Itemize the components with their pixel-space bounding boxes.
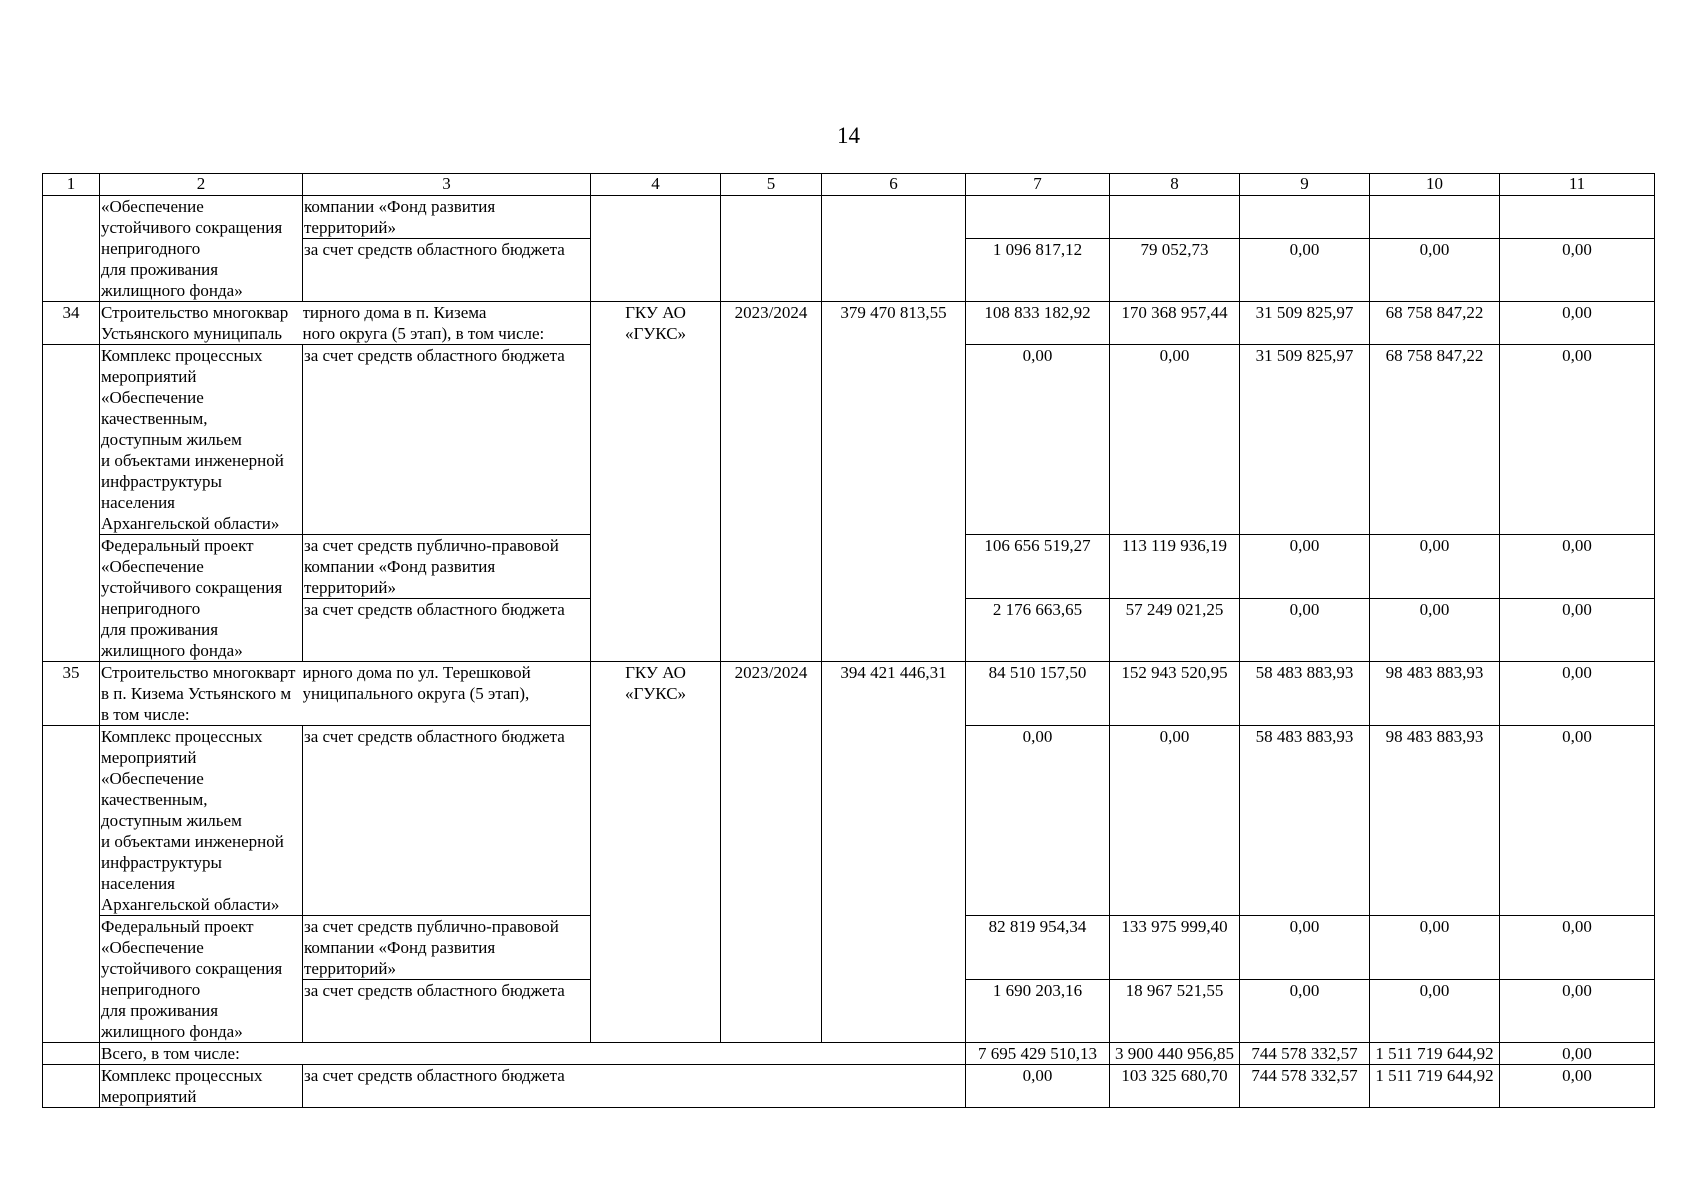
column-header-row <box>43 174 1655 196</box>
value-cell: 0,00 <box>966 1065 1110 1108</box>
value-cell: 98 483 883,93 <box>1370 726 1500 916</box>
funding-source-cell: за счет средств публично-правовой компании «Фонд развития территорий» <box>303 916 591 980</box>
value-cell: 58 483 883,93 <box>1240 726 1370 916</box>
value-cell: 0,00 <box>1240 535 1370 599</box>
item-number: 35 <box>43 662 100 726</box>
value-cell: 0,00 <box>966 345 1110 535</box>
table-row <box>43 1065 1655 1108</box>
cell-number <box>43 1065 100 1108</box>
column-header: 4 <box>591 174 721 196</box>
value-cell: 0,00 <box>1500 662 1655 726</box>
column-header: 10 <box>1370 174 1500 196</box>
value-cell: 31 509 825,97 <box>1240 345 1370 535</box>
column-header: 1 <box>43 174 100 196</box>
page-number: 14 <box>837 123 860 148</box>
column-header: 11 <box>1500 174 1655 196</box>
value-cell: 0,00 <box>1500 980 1655 1043</box>
value-cell: 0,00 <box>1240 980 1370 1043</box>
cost-cell: 379 470 813,55 <box>822 302 966 662</box>
value-cell: 98 483 883,93 <box>1370 662 1500 726</box>
cell-customer <box>591 196 721 302</box>
funding-source-cell: за счет средств областного бюджета <box>303 726 591 916</box>
value-cell: 0,00 <box>1500 1065 1655 1108</box>
funding-source-cell: за счет средств областного бюджета <box>303 599 591 662</box>
value-cell <box>1370 196 1500 239</box>
value-cell: 0,00 <box>1240 599 1370 662</box>
value-cell: 3 900 440 956,85 <box>1110 1043 1240 1065</box>
value-cell: 0,00 <box>1500 535 1655 599</box>
item-number: 34 <box>43 302 100 345</box>
value-cell: 58 483 883,93 <box>1240 662 1370 726</box>
value-cell <box>966 196 1110 239</box>
cell-years <box>721 196 822 302</box>
value-cell: 0,00 <box>1500 916 1655 980</box>
complex-name-cell: Комплекс процессных мероприятий «Обеспечение качественным, доступным жильем и объектами инженерной инфраструктуры населения Архангельской области» <box>100 345 303 535</box>
table-row <box>43 302 1655 345</box>
column-header: 9 <box>1240 174 1370 196</box>
value-cell: 0,00 <box>1500 239 1655 302</box>
project-name-cell: «Обеспечение устойчивого сокращения непригодного для проживания жилищного фонда» <box>100 196 303 302</box>
column-header: 5 <box>721 174 822 196</box>
value-cell: 0,00 <box>1110 726 1240 916</box>
value-cell: 57 249 021,25 <box>1110 599 1240 662</box>
value-cell: 2 176 663,65 <box>966 599 1110 662</box>
total-row <box>43 1043 1655 1065</box>
item-title-part: Строительство многокварт в п. Кизема Устьянского м в том числе: <box>100 662 303 726</box>
value-cell: 0,00 <box>1500 1043 1655 1065</box>
value-cell: 170 368 957,44 <box>1110 302 1240 345</box>
funding-source-cell: за счет средств областного бюджета <box>303 980 591 1043</box>
value-cell: 1 511 719 644,92 <box>1370 1043 1500 1065</box>
column-header: 8 <box>1110 174 1240 196</box>
value-cell: 1 096 817,12 <box>966 239 1110 302</box>
value-cell: 0,00 <box>1370 980 1500 1043</box>
value-cell: 84 510 157,50 <box>966 662 1110 726</box>
value-cell: 1 690 203,16 <box>966 980 1110 1043</box>
column-header: 2 <box>100 174 303 196</box>
value-cell: 0,00 <box>1240 916 1370 980</box>
item-title-part: тирного дома в п. Кизема ного округа (5 этап), в том числе: <box>303 302 591 345</box>
value-cell: 103 325 680,70 <box>1110 1065 1240 1108</box>
value-cell: 744 578 332,57 <box>1240 1043 1370 1065</box>
years-cell: 2023/2024 <box>721 662 822 1043</box>
cost-cell: 394 421 446,31 <box>822 662 966 1043</box>
funding-source-cell: за счет средств публично-правовой компании «Фонд развития территорий» <box>303 535 591 599</box>
value-cell: 0,00 <box>1370 535 1500 599</box>
table-row <box>43 196 1655 239</box>
cell-number <box>43 726 100 1043</box>
complex-name-cell: Комплекс процессных мероприятий «Обеспечение качественным, доступным жильем и объектами инженерной инфраструктуры населения Архангельской области» <box>100 726 303 916</box>
value-cell: 82 819 954,34 <box>966 916 1110 980</box>
value-cell: 68 758 847,22 <box>1370 302 1500 345</box>
value-cell: 152 943 520,95 <box>1110 662 1240 726</box>
table-row <box>43 662 1655 726</box>
federal-project-cell: Федеральный проект «Обеспечение устойчивого сокращения непригодного для проживания жилищного фонда» <box>100 916 303 1043</box>
cell-number <box>43 196 100 302</box>
value-cell: 0,00 <box>1500 599 1655 662</box>
federal-project-cell: Федеральный проект «Обеспечение устойчивого сокращения непригодного для проживания жилищного фонда» <box>100 535 303 662</box>
cell-cost <box>822 196 966 302</box>
column-header: 6 <box>822 174 966 196</box>
value-cell: 744 578 332,57 <box>1240 1065 1370 1108</box>
value-cell: 0,00 <box>1370 916 1500 980</box>
value-cell: 0,00 <box>1110 345 1240 535</box>
value-cell: 0,00 <box>1240 239 1370 302</box>
value-cell: 18 967 521,55 <box>1110 980 1240 1043</box>
value-cell: 106 656 519,27 <box>966 535 1110 599</box>
funding-source-cell: за счет средств областного бюджета <box>303 345 591 535</box>
funding-source-cell: компании «Фонд развития территорий» <box>303 196 591 239</box>
value-cell: 7 695 429 510,13 <box>966 1043 1110 1065</box>
total-label: Всего, в том числе: <box>100 1043 966 1065</box>
value-cell <box>1110 196 1240 239</box>
item-title-part: ирного дома по ул. Терешковой униципального округа (5 этап), <box>303 662 591 726</box>
value-cell: 0,00 <box>1370 239 1500 302</box>
funding-source-cell: за счет средств областного бюджета <box>303 239 591 302</box>
value-cell: 0,00 <box>966 726 1110 916</box>
value-cell: 113 119 936,19 <box>1110 535 1240 599</box>
value-cell: 0,00 <box>1370 599 1500 662</box>
value-cell: 79 052,73 <box>1110 239 1240 302</box>
item-title-part: Строительство многоквар Устьянского муниципаль <box>100 302 303 345</box>
column-header: 3 <box>303 174 591 196</box>
customer-cell: ГКУ АО «ГУКС» <box>591 662 721 1043</box>
value-cell: 108 833 182,92 <box>966 302 1110 345</box>
cell-number <box>43 1043 100 1065</box>
value-cell <box>1240 196 1370 239</box>
funding-source-cell: за счет средств областного бюджета <box>303 1065 966 1108</box>
value-cell: 31 509 825,97 <box>1240 302 1370 345</box>
years-cell: 2023/2024 <box>721 302 822 662</box>
column-header: 7 <box>966 174 1110 196</box>
value-cell: 1 511 719 644,92 <box>1370 1065 1500 1108</box>
value-cell: 0,00 <box>1500 302 1655 345</box>
budget-table <box>42 173 1655 1108</box>
value-cell: 0,00 <box>1500 345 1655 535</box>
customer-cell: ГКУ АО «ГУКС» <box>591 302 721 662</box>
value-cell: 68 758 847,22 <box>1370 345 1500 535</box>
value-cell: 0,00 <box>1500 726 1655 916</box>
cell-number <box>43 345 100 662</box>
value-cell: 133 975 999,40 <box>1110 916 1240 980</box>
complex-name-cell: Комплекс процессных мероприятий <box>100 1065 303 1108</box>
value-cell <box>1500 196 1655 239</box>
